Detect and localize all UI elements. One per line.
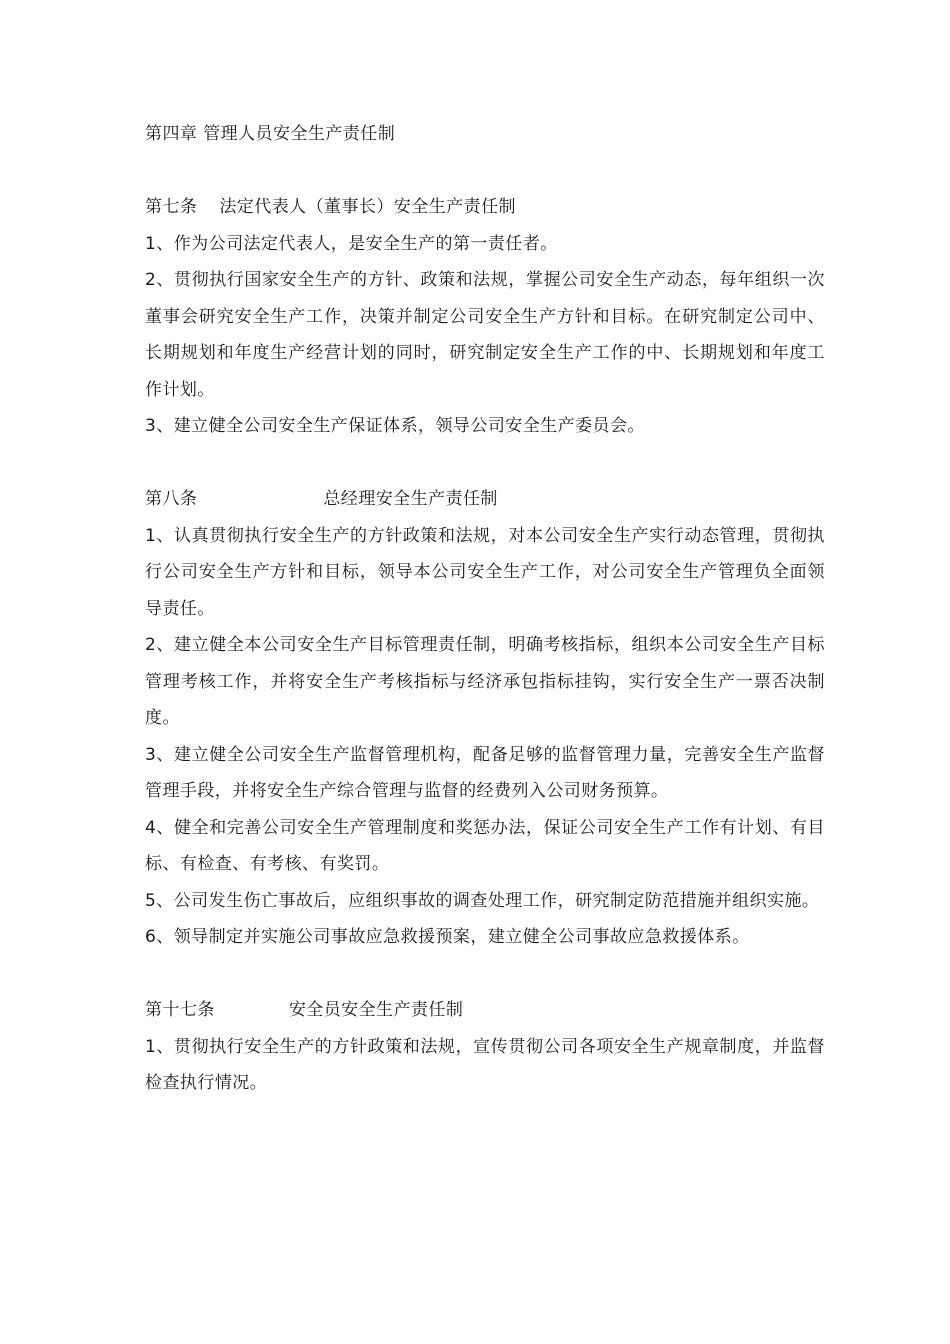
article-number: 第十七条 xyxy=(145,1000,215,1020)
clause: 5、公司发生伤亡事故后，应组织事故的调查处理工作，研究制定防范措施并组织实施。 xyxy=(145,890,820,911)
clause: 1、贯彻执行安全生产的方针政策和法规，宣传贯彻公司各项安全生产规章制度，并监督检查执行情况。 xyxy=(145,1036,825,1093)
article-number: 第八条 xyxy=(145,489,198,509)
clause: 6、领导制定并实施公司事故应急救援预案，建立健全公司事故应急救援体系。 xyxy=(145,927,750,947)
clause: 1、作为公司法定代表人，是安全生产的第一责任者。 xyxy=(145,233,558,254)
clause: 3、建立健全公司安全生产保证体系，领导公司安全生产委员会。 xyxy=(145,416,645,436)
article-7 xyxy=(145,189,825,445)
clause: 3、建立健全公司安全生产监督管理机构，配备足够的监督管理力量，完善安全生产监督管理手段，并将安全生产综合管理与监督的经费列入公司财务预算。 xyxy=(145,744,825,801)
chapter-title: 第四章 管理人员安全生产责任制 xyxy=(145,124,396,144)
clause: 2、贯彻执行国家安全生产的方针、政策和法规，掌握公司安全生产动态，每年组织一次董事会研究安全生产工作，决策并制定公司安全生产方针和目标。在研究制定公司中、长期规划和年度生产经营计划的同时，研究制定安全生产工作的中、长期规划和年度工作计划。 xyxy=(145,270,825,400)
article-number: 第七条 xyxy=(145,197,198,217)
article-title: 总经理安全生产责任制 xyxy=(323,489,498,509)
article-17 xyxy=(145,992,825,1102)
article-title: 安全员安全生产责任制 xyxy=(288,1000,464,1020)
clause: 1、认真贯彻执行安全生产的方针政策和法规，对本公司安全生产实行动态管理，贯彻执行公司安全生产方针和目标，领导本公司安全生产工作，对公司安全生产管理负全面领导责任。 xyxy=(145,525,825,619)
clause: 4、健全和完善公司安全生产管理制度和奖惩办法，保证公司安全生产工作有计划、有目标、有检查、有考核、有奖罚。 xyxy=(145,817,825,874)
article-heading xyxy=(145,481,825,518)
article-heading xyxy=(145,189,825,226)
article-heading xyxy=(145,992,825,1029)
clause: 2、建立健全本公司安全生产目标管理责任制，明确考核指标，组织本公司安全生产目标管理考核工作，并将安全生产考核指标与经济承包指标挂钩，实行安全生产一票否决制度。 xyxy=(145,635,825,728)
article-title: 法定代表人（董事长）安全生产责任制 xyxy=(219,197,517,217)
article-8 xyxy=(145,481,825,956)
document-body xyxy=(145,116,825,1102)
